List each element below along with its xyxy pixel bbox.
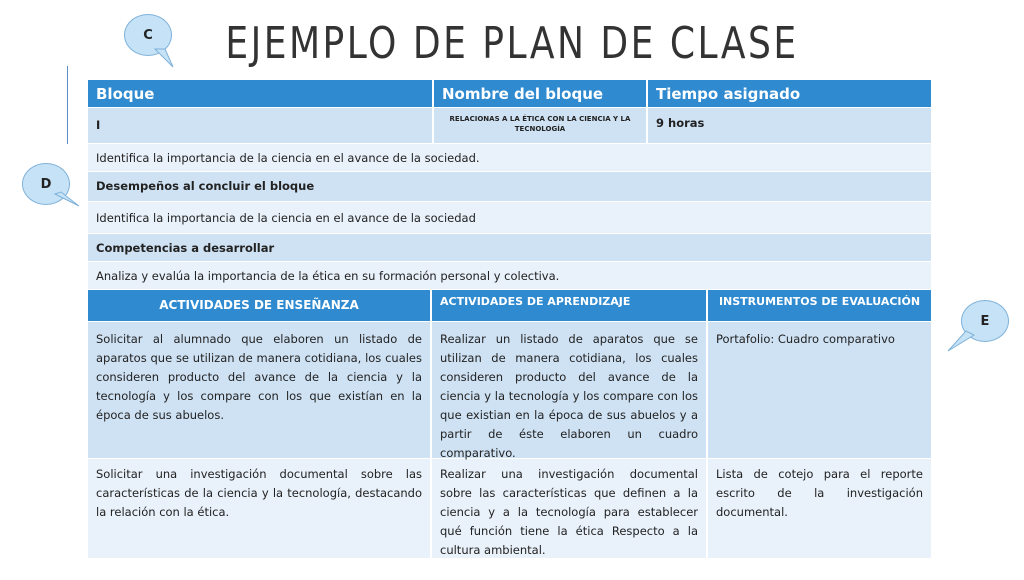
bloque-nombre: RELACIONAS A LA ÉTICA CON LA CIENCIA Y LA TECNOLOGÍA xyxy=(434,108,648,143)
bubble-label: E xyxy=(980,313,990,329)
bubble-label: C xyxy=(143,27,153,43)
table-header-row xyxy=(88,80,931,108)
table-row xyxy=(88,144,931,172)
table-row xyxy=(88,172,931,202)
proposito-text: Identifica la importancia de la ciencia en el avance de la sociedad. xyxy=(96,151,480,165)
header-actividades-aprendizaje: ACTIVIDADES DE APRENDIZAJE xyxy=(432,290,708,321)
row2-evaluacion: Lista de cotejo para el reporte escrito de la investigación documental. xyxy=(716,467,923,519)
desempenos-text: Identifica la importancia de la ciencia en el avance de la sociedad xyxy=(96,211,476,225)
bubble-label: D xyxy=(40,176,52,192)
bubble-tail xyxy=(954,331,974,351)
row1-aprendizaje: Realizar un listado de aparatos que se utilizan de manera cotidiana, los cuales consideren producto del avance de la ciencia y la tecnología y los compare con los que existian en la época de sus abuelos y a partir de éste elaboren un cuadro comparativo. xyxy=(432,322,708,458)
row1-evaluacion: Portafolio: Cuadro comparativo xyxy=(716,332,895,346)
divider-line xyxy=(67,66,68,144)
header-actividades-ensenanza: ACTIVIDADES DE ENSEÑANZA xyxy=(88,290,432,321)
competencias-label: Competencias a desarrollar xyxy=(96,241,275,255)
header-nombre-bloque: Nombre del bloque xyxy=(434,80,648,107)
table-row xyxy=(88,262,931,290)
table-row xyxy=(88,202,931,234)
competencias-text: Analiza y evalúa la importancia de la ética en su formación personal y colectiva. xyxy=(96,269,560,283)
bubble-tail xyxy=(55,194,75,214)
block-info-table xyxy=(88,80,931,290)
header-tiempo-asignado: Tiempo asignado xyxy=(656,85,801,103)
table-row xyxy=(88,459,931,559)
header-instrumentos-evaluacion: INSTRUMENTOS DE EVALUACIÓN xyxy=(718,295,921,308)
row2-ensenanza: Solicitar una investigación documental sobre las características de la ciencia y la tecnología, destacando la relación con la ética. xyxy=(88,459,432,558)
callout-bubble-d xyxy=(22,163,70,205)
bloque-numero: I xyxy=(88,108,434,143)
header-bloque: Bloque xyxy=(88,80,434,107)
bloque-tiempo: 9 horas xyxy=(656,116,705,130)
row1-ensenanza: Solicitar al alumnado que elaboren un listado de aparatos que se utilizan de manera cotidiana, los cuales consideren producto del avance de la ciencia y la tecnología y los compare con los que existían en la época de sus abuelos. xyxy=(88,322,432,458)
callout-bubble-e xyxy=(961,300,1009,342)
activities-table xyxy=(88,290,931,559)
desempenos-label: Desempeños al concluir el bloque xyxy=(96,179,315,193)
bubble-tail xyxy=(155,49,175,69)
table-row xyxy=(88,108,931,144)
activities-header-row xyxy=(88,290,931,322)
page-title: EJEMPLO DE PLAN DE CLASE xyxy=(225,18,799,69)
callout-bubble-c xyxy=(124,14,172,56)
table-row xyxy=(88,234,931,262)
table-row xyxy=(88,322,931,459)
row2-aprendizaje: Realizar una investigación documental sobre las características que definen a la ciencia y a la tecnología para establecer qué función tiene la ética Respecto a la cultura ambiental. xyxy=(432,459,708,558)
